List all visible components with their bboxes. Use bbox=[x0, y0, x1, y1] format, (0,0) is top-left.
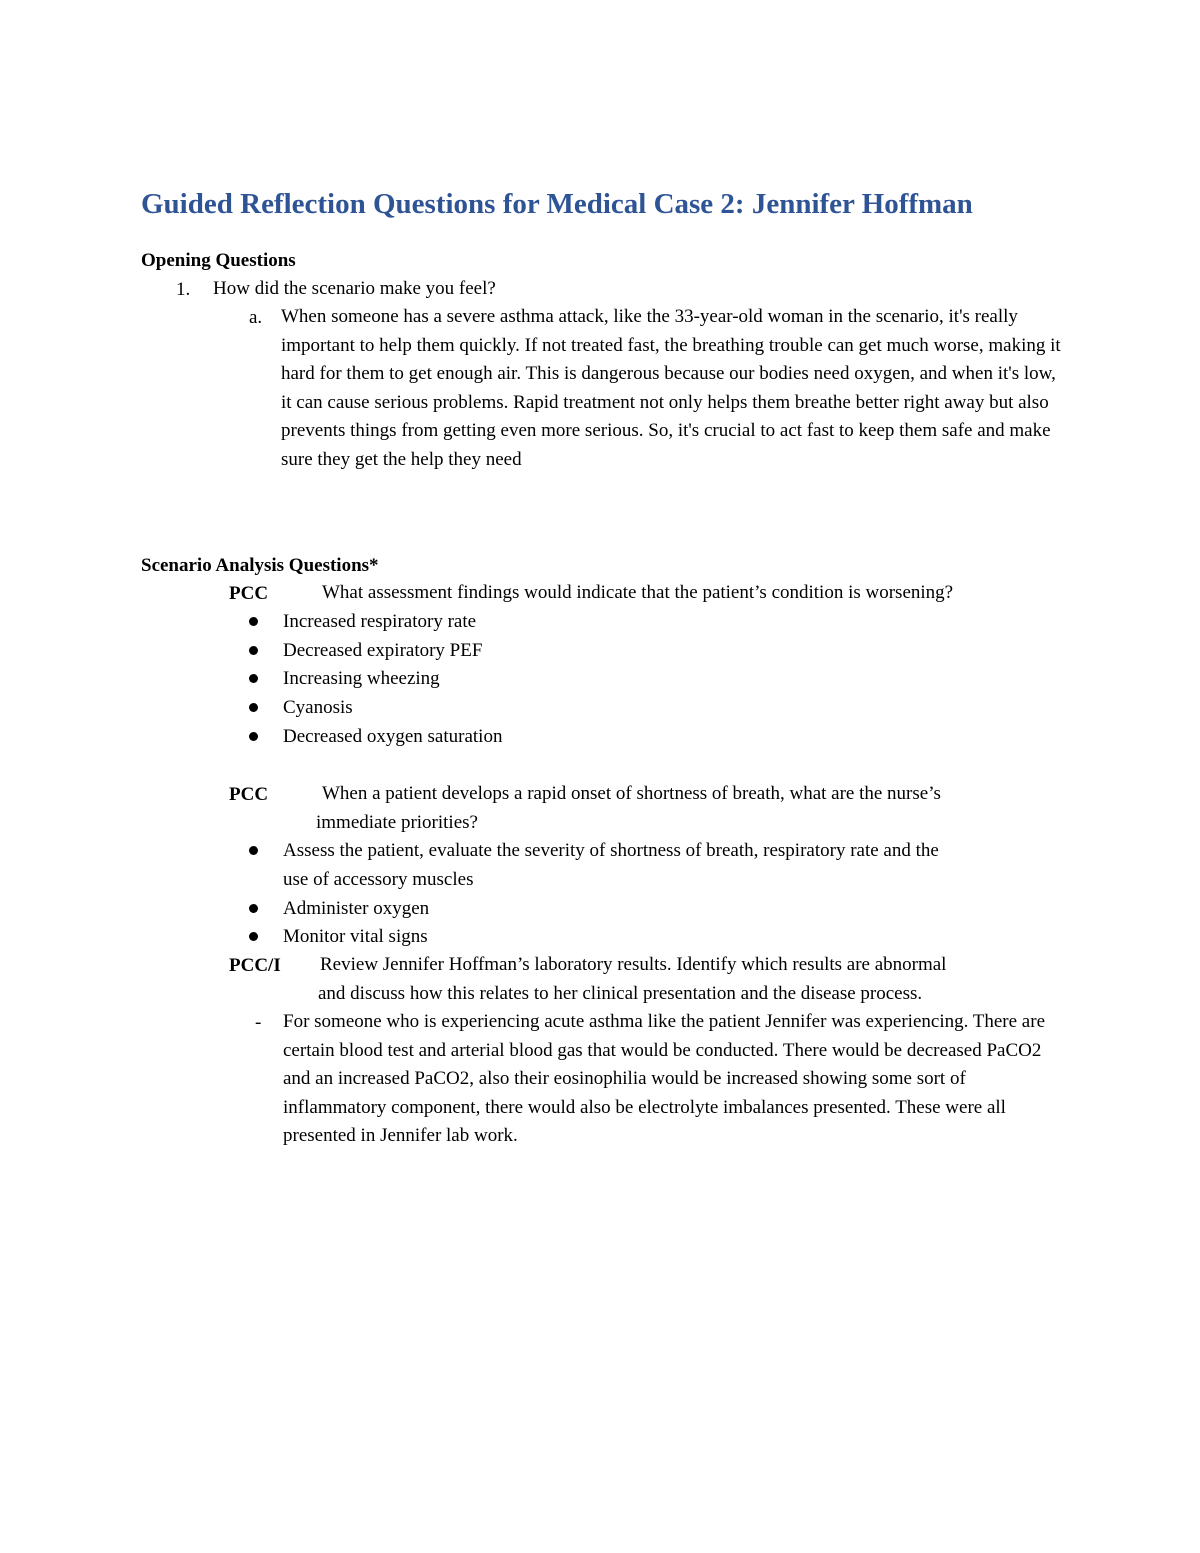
question-number: 1. bbox=[176, 279, 191, 300]
bullet-icon bbox=[249, 617, 258, 626]
bullet-icon bbox=[249, 646, 258, 655]
list-item: Monitor vital signs bbox=[283, 926, 428, 947]
scenario-question-text: immediate priorities? bbox=[316, 812, 478, 833]
scenario-question-text: What assessment findings would indicate that the patient’s condition is worsening? bbox=[322, 582, 954, 603]
bullet-icon bbox=[249, 703, 258, 712]
list-item: Increased respiratory rate bbox=[283, 611, 477, 632]
question-tag: PCC/I bbox=[229, 955, 281, 976]
list-item: Decreased expiratory PEF bbox=[283, 640, 483, 661]
bullet-icon bbox=[249, 904, 258, 913]
bullet-icon bbox=[249, 732, 258, 741]
question-tag: PCC bbox=[229, 784, 269, 805]
bullet-icon bbox=[249, 846, 258, 855]
list-item: Decreased oxygen saturation bbox=[283, 726, 503, 747]
answer-marker: - bbox=[255, 1012, 262, 1033]
opening-question-text: How did the scenario make you feel? bbox=[213, 278, 496, 299]
opening-questions-heading: Opening Questions bbox=[141, 250, 296, 271]
bullet-icon bbox=[249, 674, 258, 683]
document-title: Guided Reflection Questions for Medical Case 2: Jennifer Hoffman bbox=[141, 188, 973, 220]
list-item: Assess the patient, evaluate the severity of shortness of breath, respiratory rate and the bbox=[283, 840, 939, 861]
scenario-answer-text: For someone who is experiencing acute asthma like the patient Jennifer was experiencing. There are certain blood test and arterial blood gas that would be conducted. There would be decreased PaCO2 and an increased PaCO2, also their eosinophilia would be increased showing some sort of inflammatory component, there would also be electrolyte imbalances presented. These were all presented in Jennifer lab work. bbox=[283, 1011, 1046, 1147]
list-item-continuation: use of accessory muscles bbox=[283, 869, 474, 890]
scenario-question-text: and discuss how this relates to her clinical presentation and the disease process. bbox=[318, 983, 923, 1004]
answer-marker: a. bbox=[249, 307, 263, 328]
list-item: Administer oxygen bbox=[283, 898, 430, 919]
bullet-icon bbox=[249, 932, 258, 941]
scenario-question-text: Review Jennifer Hoffman’s laboratory results. Identify which results are abnormal bbox=[320, 954, 947, 975]
list-item: Increasing wheezing bbox=[283, 668, 440, 689]
scenario-analysis-heading: Scenario Analysis Questions* bbox=[141, 555, 379, 576]
question-tag: PCC bbox=[229, 583, 269, 604]
opening-answer-text: When someone has a severe asthma attack, like the 33-year-old woman in the scenario, it's really important to help them quickly. If not treated fast, the breathing trouble can get much worse, making it hard for them to get enough air. This is dangerous because our bodies need oxygen, and when it's low, it can cause serious problems. Rapid treatment not only helps them breathe better right away but also prevents things from getting even more serious. So, it's crucial to act fast to keep them safe and make sure they get the help they need bbox=[281, 306, 1061, 470]
scenario-question-text: When a patient develops a rapid onset of shortness of breath, what are the nurse’s bbox=[322, 783, 941, 804]
list-item: Cyanosis bbox=[283, 697, 353, 718]
